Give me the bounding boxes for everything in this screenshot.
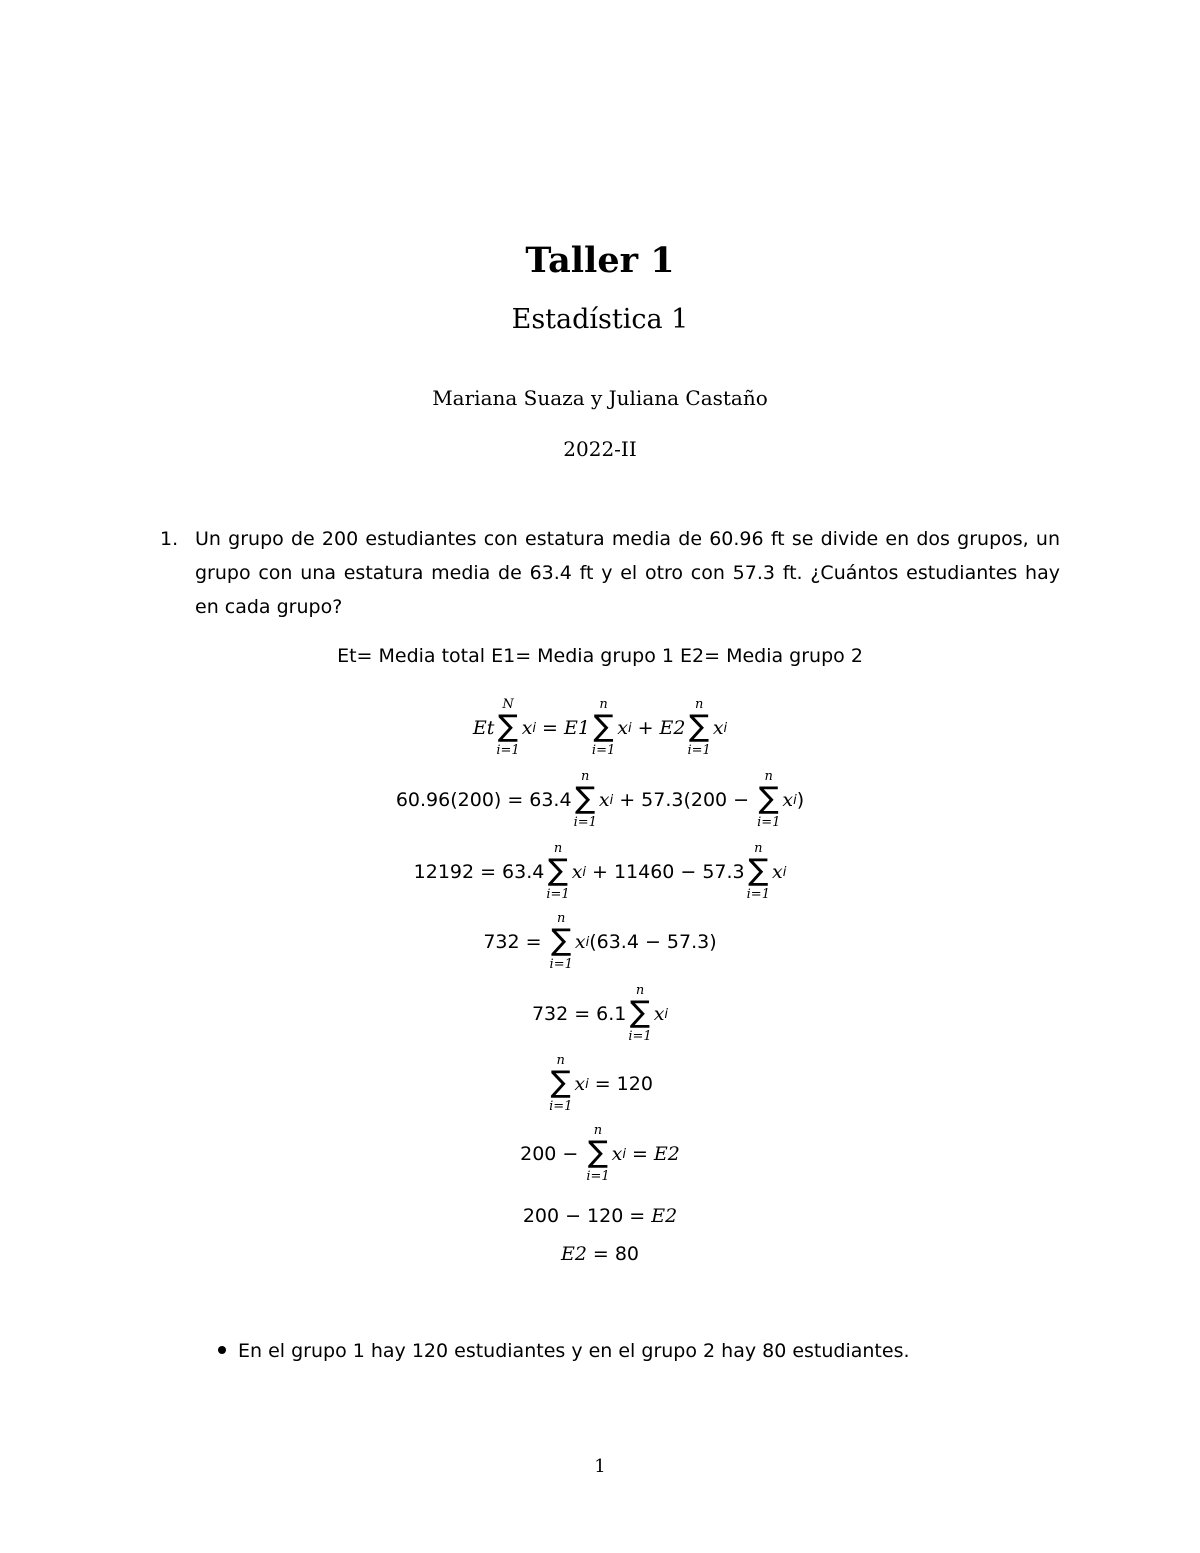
document-title: Taller 1: [525, 240, 675, 281]
equation-2: 60.96(200) = 63.4 n ∑ i=1 x i + 57.3(200 − n ∑ i=1 x i ): [395, 769, 805, 830]
summation: n ∑ i=1: [586, 1123, 610, 1184]
document-authors: Mariana Suaza y Juliana Castaño: [432, 386, 768, 410]
conclusion: [218, 1340, 910, 1362]
equation-9: E2 = 80: [560, 1243, 640, 1265]
summation: n ∑ i=1: [628, 983, 652, 1044]
summation: n ∑ i=1: [549, 911, 573, 972]
equation-1: Et N ∑ i=1 x i = E1 n ∑ i=1 x i + E2 n ∑ i=1 x i: [472, 697, 728, 758]
summation: n ∑ i=1: [687, 697, 711, 758]
summation: n ∑ i=1: [591, 697, 616, 758]
variable-definitions: Et= Media total E1= Media grupo 1 E2= Media grupo 2: [337, 645, 863, 667]
summation: n ∑ i=1: [746, 841, 770, 902]
equation-3: 12192 = 63.4 n ∑ i=1 x i + 11460 − 57.3 n ∑ i=1 x i: [413, 841, 787, 902]
bullet-icon: [218, 1346, 226, 1354]
document-subtitle: Estadística 1: [511, 304, 689, 335]
summation: N ∑ i=1: [496, 697, 520, 758]
page-number: 1: [594, 1456, 606, 1477]
eq-term: x: [521, 717, 533, 739]
equation-5: 732 = 6.1 n ∑ i=1 x i: [531, 983, 669, 1044]
eq-term: Et: [472, 717, 495, 739]
summation: n ∑ i=1: [757, 769, 781, 830]
summation: n ∑ i=1: [546, 841, 570, 902]
equation-6: n ∑ i=1 x i = 120: [549, 1053, 653, 1114]
problem-1: [160, 522, 1060, 624]
equation-8: 200 − 120 = E2: [522, 1205, 678, 1227]
equation-7: 200 − n ∑ i=1 x i = E2: [520, 1123, 680, 1184]
problem-text: Un grupo de 200 estudiantes con estatura media de 60.96 ft se divide en dos grupos, un grupo con una estatura media de 63.4 ft y el otro con 57.3 ft. ¿Cuántos estudiantes hay en cada grupo?: [195, 528, 1060, 618]
eq-term: E2: [659, 717, 686, 739]
summation: n ∑ i=1: [573, 769, 597, 830]
eq-term: E1: [563, 717, 590, 739]
summation: n ∑ i=1: [549, 1053, 573, 1114]
problem-number: 1.: [160, 528, 179, 550]
document-date: 2022-II: [563, 437, 637, 461]
conclusion-text: En el grupo 1 hay 120 estudiantes y en el grupo 2 hay 80 estudiantes.: [238, 1340, 910, 1362]
equation-4: 732 = n ∑ i=1 x i (63.4 − 57.3): [483, 911, 717, 972]
